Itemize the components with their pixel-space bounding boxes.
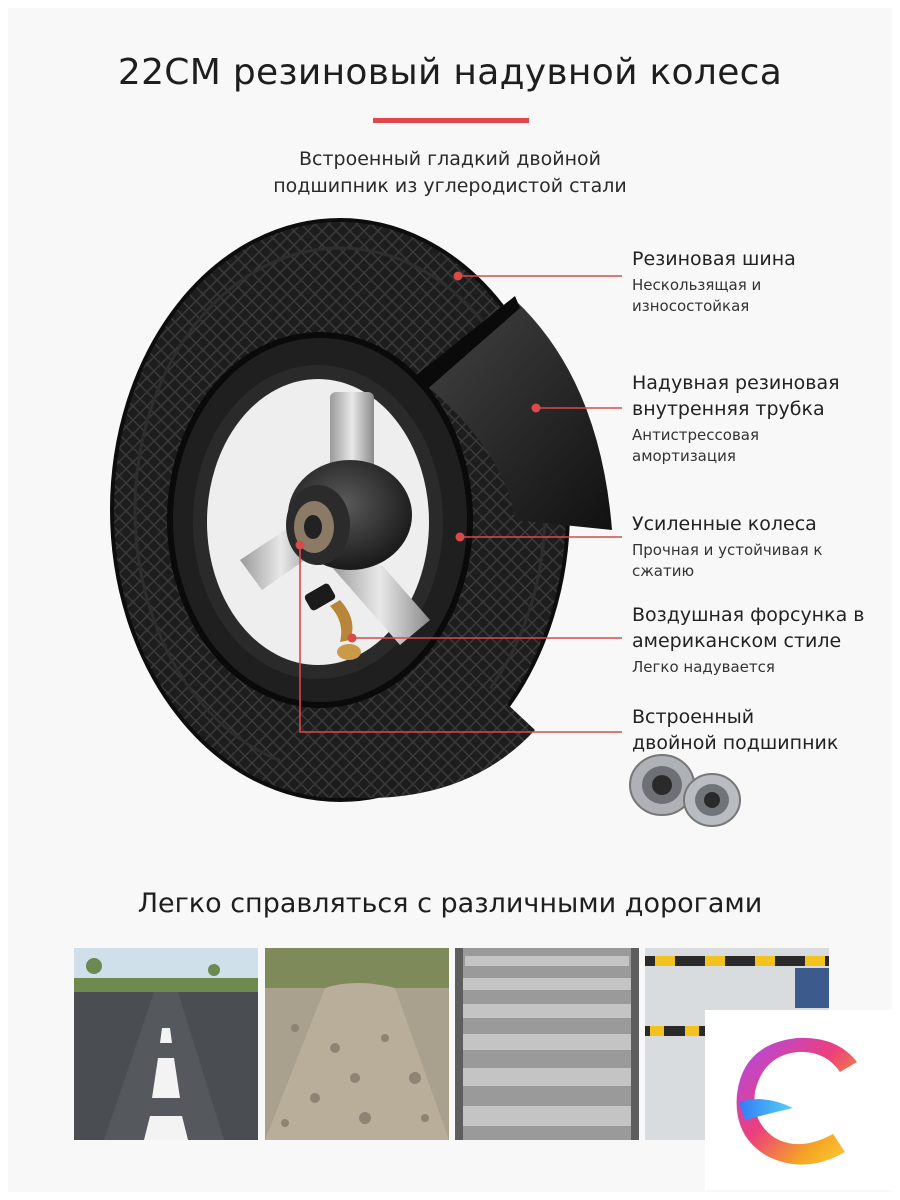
callout-rubber-tire [632, 246, 796, 317]
callout-description [632, 657, 864, 678]
callout-desc-line: амортизация [632, 447, 736, 465]
callout-desc-line: Легко надувается [632, 658, 775, 676]
callout-title-line: внутренняя трубка [632, 398, 825, 420]
callout-air-valve [632, 602, 864, 678]
callout-description [632, 540, 822, 582]
callout-dot [454, 272, 463, 281]
callout-dot [348, 634, 357, 643]
callout-title [632, 602, 864, 654]
callout-description [632, 425, 840, 467]
callout-title [632, 370, 840, 422]
roads-title: Легко справляться с различными дорогами [137, 888, 763, 919]
callout-title-line: Воздушная форсунка в [632, 604, 865, 626]
callout-title [632, 704, 838, 756]
subtitle-line: подшипник из углеродистой стали [273, 175, 627, 197]
callout-double-bearing [632, 704, 838, 756]
callout-title-line: двойной подшипник [632, 732, 839, 754]
brand-logo [705, 1010, 895, 1190]
callout-description [632, 275, 796, 317]
callout-desc-line: Антистрессовая [632, 426, 760, 444]
callout-desc-line: Прочная и устойчивая к [632, 541, 823, 559]
callout-title-line: американском стиле [632, 630, 842, 652]
callout-dot [532, 404, 541, 413]
callout-dot [296, 541, 305, 550]
bearing-image [630, 755, 740, 826]
callout-reinforced-wheels [632, 511, 822, 582]
road-photo-asphalt [74, 948, 258, 1140]
callout-desc-line: сжатию [632, 562, 695, 580]
road-photo-stairs [455, 948, 639, 1140]
page-title: 22CM резиновый надувной колеса [117, 52, 783, 93]
callout-title-line: Надувная резиновая [632, 372, 840, 394]
callout-desc-line: Нескользящая и [632, 276, 762, 294]
subtitle-line: Встроенный гладкий двойной [299, 148, 601, 170]
callout-desc-line: износостойкая [632, 297, 750, 315]
callout-title: Резиновая шина [632, 248, 796, 270]
callout-title: Усиленные колеса [632, 513, 817, 535]
callout-dot [456, 533, 465, 542]
callout-inner-tube [632, 370, 840, 467]
callout-title-line: Встроенный [632, 706, 755, 728]
road-photo-gravel [265, 948, 449, 1140]
